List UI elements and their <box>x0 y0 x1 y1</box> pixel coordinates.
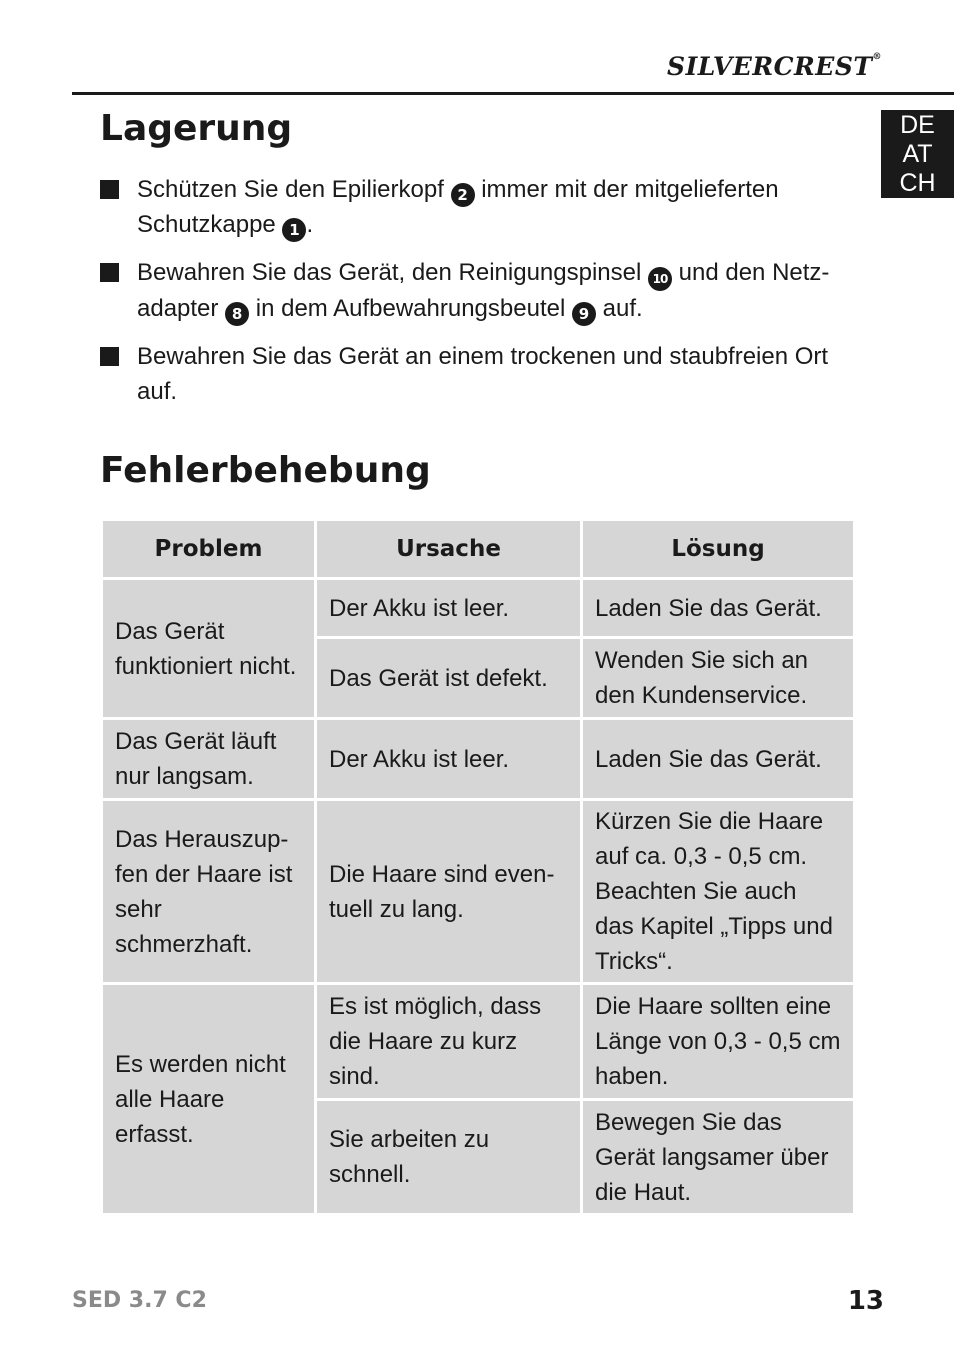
problem-cell: Das Gerät funktioniert nicht. <box>103 580 314 717</box>
troubleshooting-table <box>100 518 856 1216</box>
number-badge-icon: 2 <box>451 183 475 207</box>
table-row <box>103 801 853 982</box>
list-item <box>100 172 860 242</box>
column-header-problem: Problem <box>103 521 314 577</box>
bullet-text: und den Netz-adapter <box>137 259 830 322</box>
table-row <box>103 985 853 1098</box>
bullet-text: immer mit der mitgelieferten Schutzkappe <box>137 176 779 238</box>
page-number: 13 <box>847 1286 884 1316</box>
number-badge-icon: 8 <box>225 302 249 326</box>
problem-cell: Es werden nicht alle Haare erfasst. <box>103 985 314 1213</box>
solution-cell: Wenden Sie sich an den Kundenservice. <box>583 639 853 717</box>
bullet-text: Bewahren Sie das Gerät, den Reinigungspinsel <box>137 259 648 286</box>
section-title-lagerung: Lagerung <box>100 108 293 149</box>
header-rule <box>72 92 954 95</box>
solution-cell: Kürzen Sie die Haare auf ca. 0,3 - 0,5 cm. Beachten Sie auch das Kapitel „Tipps und Tricks“. <box>583 801 853 982</box>
language-de: DE <box>900 110 935 139</box>
problem-cell: Das Gerät läuft nur langsam. <box>103 720 314 798</box>
bullet-text: . <box>306 211 314 238</box>
table-row <box>103 580 853 636</box>
bullet-square-icon <box>100 263 119 282</box>
bullet-text: Schützen Sie den Epilierkopf <box>137 176 451 203</box>
lagerung-list <box>100 172 860 422</box>
cause-cell: Der Akku ist leer. <box>317 580 580 636</box>
bullet-text: Bewahren Sie das Gerät an einem trockenen und staubfreien Ort auf. <box>137 343 829 405</box>
cause-cell: Der Akku ist leer. <box>317 720 580 798</box>
solution-cell: Laden Sie das Gerät. <box>583 720 853 798</box>
solution-cell: Laden Sie das Gerät. <box>583 580 853 636</box>
number-badge-icon: 1 <box>282 218 306 242</box>
bullet-square-icon <box>100 347 119 366</box>
brand-logo <box>667 52 882 81</box>
language-tab <box>881 110 954 198</box>
language-ch: CH <box>899 168 936 197</box>
cause-cell: Sie arbeiten zu schnell. <box>317 1101 580 1213</box>
table-row <box>103 720 853 798</box>
cause-cell: Das Gerät ist defekt. <box>317 639 580 717</box>
number-badge-icon: 10 <box>648 267 672 291</box>
problem-cell: Das Herauszup-fen der Haare ist sehr schmerzhaft. <box>103 801 314 982</box>
cause-cell: Die Haare sind even-tuell zu lang. <box>317 801 580 982</box>
number-badge-icon: 9 <box>572 302 596 326</box>
column-header-cause: Ursache <box>317 521 580 577</box>
cause-cell: Es ist möglich, dass die Haare zu kurz sind. <box>317 985 580 1098</box>
brand-name: SILVERCREST <box>667 52 873 81</box>
solution-cell: Bewegen Sie das Gerät langsamer über die Haut. <box>583 1101 853 1213</box>
bullet-square-icon <box>100 180 119 199</box>
bullet-text: auf. <box>595 295 643 322</box>
brand-registered-mark: ® <box>872 52 882 62</box>
footer-model-number: SED 3.7 C2 <box>72 1288 207 1313</box>
list-item <box>100 339 860 409</box>
bullet-text: in dem Aufbewahrungsbeutel <box>249 295 572 322</box>
solution-cell: Die Haare sollten eine Länge von 0,3 - 0,5 cm haben. <box>583 985 853 1098</box>
table-header-row <box>103 521 853 577</box>
section-title-fehlerbehebung: Fehlerbehebung <box>100 450 431 491</box>
column-header-solution: Lösung <box>583 521 853 577</box>
language-at: AT <box>902 139 933 168</box>
list-item <box>100 255 860 326</box>
